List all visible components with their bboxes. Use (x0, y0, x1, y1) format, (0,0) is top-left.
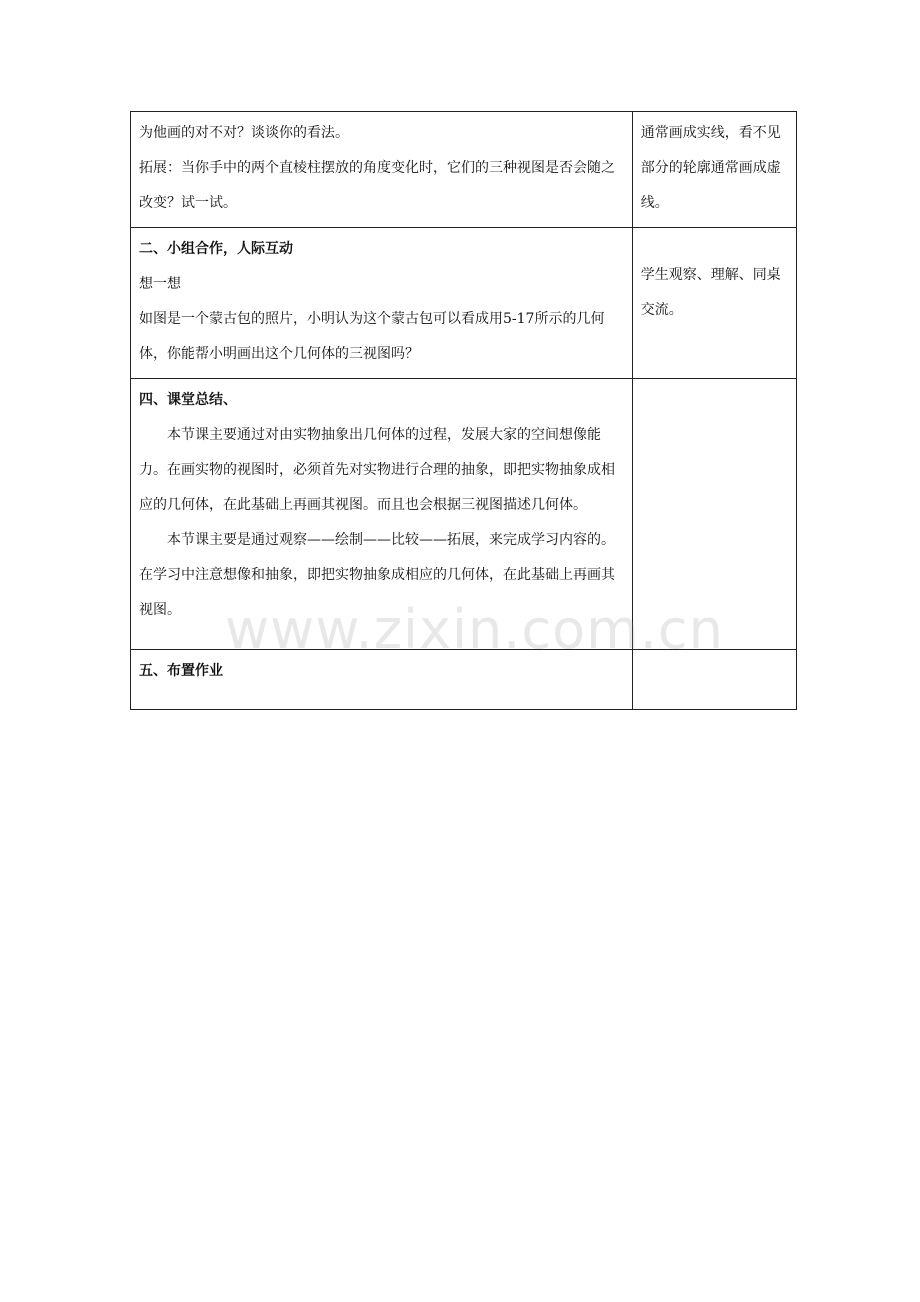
text-line: 如图是一个蒙古包的照片，小明认为这个蒙古包可以看成用5-17所示的几何体，你能帮小明画出这个几何体的三视图吗？ (139, 311, 605, 362)
main-cell (131, 228, 633, 379)
side-cell (632, 650, 796, 710)
table-row (131, 228, 797, 379)
section-heading: 四、课堂总结、 (139, 392, 237, 408)
side-cell (632, 112, 796, 228)
table-row (131, 650, 797, 710)
text-line: 拓展：当你手中的两个直棱柱摆放的角度变化时，它们的三种视图是否会随之改变？试一试。 (139, 160, 615, 211)
main-cell (131, 112, 633, 228)
side-note: 通常画成实线，看不见部分的轮廓通常画成虚线。 (640, 125, 781, 211)
main-cell (131, 379, 633, 650)
side-cell (632, 379, 796, 650)
summary-paragraph: 本节课主要通过对由实物抽象出几何体的过程，发展大家的空间想像能力。在画实物的视图时，必须首先对实物进行合理的抽象，即把实物抽象成相应的几何体，在此基础上再画其视图。而且也会根据三视图描述几何体。 (139, 427, 615, 513)
main-cell (131, 650, 633, 710)
side-note: 学生观察、理解、同桌交流。 (640, 267, 781, 318)
table-row (131, 112, 797, 228)
lesson-table (130, 111, 797, 710)
table-row (131, 379, 797, 650)
section-heading: 二、小组合作，人际互动 (139, 241, 293, 257)
summary-paragraph: 本节课主要是通过观察——绘制——比较——拓展，来完成学习内容的。在学习中注意想像和抽象，即把实物抽象成相应的几何体，在此基础上再画其视图。 (139, 532, 615, 618)
text-line: 想一想 (139, 276, 181, 292)
section-heading: 五、布置作业 (139, 663, 223, 679)
watermark: www.zixin.com.cn (225, 598, 724, 661)
lesson-sheet (130, 111, 797, 710)
side-cell (632, 228, 796, 379)
text-line: 为他画的对不对？谈谈你的看法。 (139, 125, 349, 141)
